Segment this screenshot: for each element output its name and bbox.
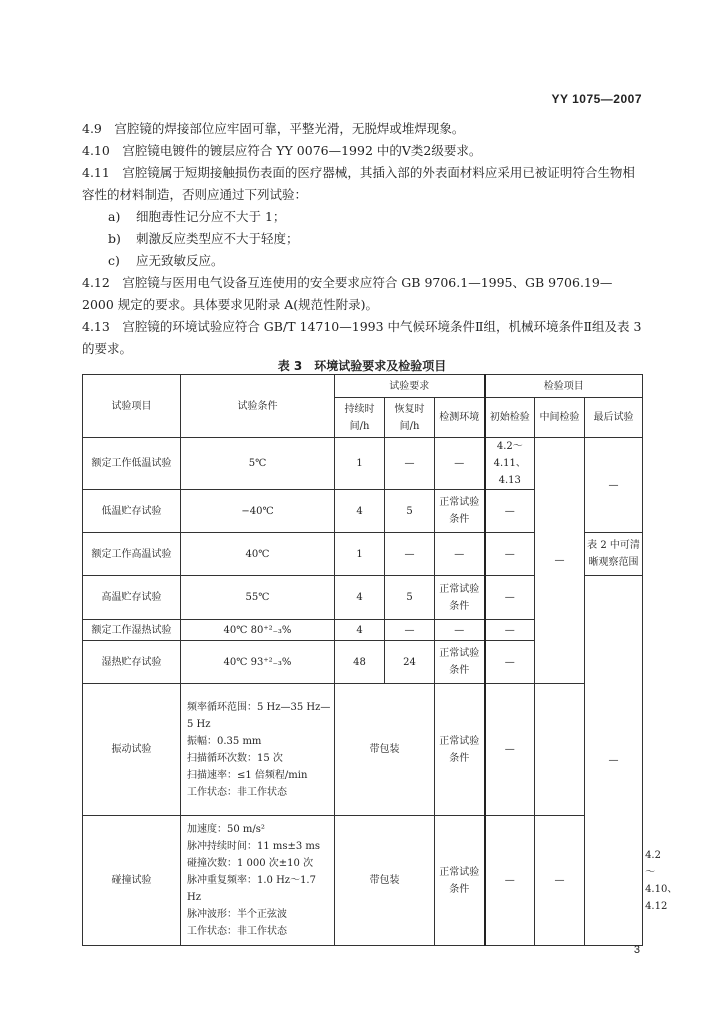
page-number: 3 xyxy=(633,944,640,956)
row-item: 碰撞试验 xyxy=(83,816,181,946)
row-env: — xyxy=(435,620,485,641)
row-duration: 1 xyxy=(335,533,385,576)
header-condition: 试验条件 xyxy=(181,375,335,438)
row-condition: 40℃ 80⁺²₋₃% xyxy=(181,620,335,641)
table-row xyxy=(83,684,643,816)
clause-text xyxy=(82,118,642,360)
clause-4-12: 4.12 宫腔镜与医用电气设备互连使用的安全要求应符合 GB 9706.1—1995、GB 9706.19—2000 规定的要求。具体要求见附录 A(规范性附录)。 xyxy=(82,275,613,312)
row-initial: — xyxy=(485,641,535,684)
row-condition: −40℃ xyxy=(181,490,335,533)
row-recovery: 5 xyxy=(385,576,435,620)
header-duration: 持续时间/h xyxy=(335,398,385,438)
row-env: — xyxy=(435,438,485,490)
sub-item-b: b) 刺激反应类型应不大于轻度； xyxy=(108,231,299,246)
row-middle: — xyxy=(535,816,585,946)
row-env: 正常试验条件 xyxy=(435,641,485,684)
row-item: 额定工作湿热试验 xyxy=(83,620,181,641)
sub-item-a: a) 细胞毒性记分应不大于 1； xyxy=(108,209,286,224)
header-env: 检测环境 xyxy=(435,398,485,438)
row-recovery: 5 xyxy=(385,490,435,533)
header-middle: 中间检验 xyxy=(535,398,585,438)
row-duration: 4 xyxy=(335,576,385,620)
row-initial: — xyxy=(485,684,535,816)
header-requirements: 试验要求 xyxy=(335,375,485,398)
row-recovery: — xyxy=(385,438,435,490)
row-condition: 40℃ xyxy=(181,533,335,576)
header-inspection: 检验项目 xyxy=(485,375,643,398)
row-env: 正常试验条件 xyxy=(435,816,485,946)
row-recovery: — xyxy=(385,620,435,641)
row-duration: 4 xyxy=(335,490,385,533)
document-code: YY 1075—2007 xyxy=(551,92,642,106)
row-initial: — xyxy=(485,816,535,946)
header-initial: 初始检验 xyxy=(485,398,535,438)
table-row xyxy=(83,438,643,490)
final-group-2: 表 2 中可清晰观察范围 xyxy=(585,533,643,576)
row-condition: 频率循环范围：5 Hz—35 Hz—5 Hz 振幅：0.35 mm 扫描循环次数：15 次 扫描速率：≤1 倍频程/min 工作状态：非工作状态 xyxy=(181,684,335,816)
row-initial: — xyxy=(485,490,535,533)
environment-test-table xyxy=(82,374,678,946)
row-condition: 55℃ xyxy=(181,576,335,620)
row-recovery: 24 xyxy=(385,641,435,684)
row-env: 正常试验条件 xyxy=(435,490,485,533)
row-initial: — xyxy=(485,576,535,620)
middle-merged: — xyxy=(535,438,585,684)
row-env: 正常试验条件 xyxy=(435,684,485,816)
row-condition: 5℃ xyxy=(181,438,335,490)
header-item: 试验项目 xyxy=(83,375,181,438)
header-final: 最后试验 xyxy=(585,398,643,438)
row-item: 额定工作低温试验 xyxy=(83,438,181,490)
row-item: 高温贮存试验 xyxy=(83,576,181,620)
row-package: 带包装 xyxy=(335,684,435,816)
row-condition: 40℃ 93⁺²₋₃% xyxy=(181,641,335,684)
final-group-1: — xyxy=(585,438,643,533)
row-env: 正常试验条件 xyxy=(435,576,485,620)
clause-4-13: 4.13 宫腔镜的环境试验应符合 GB/T 14710—1993 中气候环境条件Ⅱ组，机械环境条件Ⅱ组及表 3 的要求。 xyxy=(82,319,642,356)
clause-4-9: 4.9 宫腔镜的焊接部位应牢固可靠，平整光滑，无脱焊或堆焊现象。 xyxy=(82,121,465,136)
sub-item-c: c) 应无致敏反应。 xyxy=(108,253,224,268)
header-row-1 xyxy=(83,375,643,398)
row-initial: 4.2～4.11、4.13 xyxy=(485,438,535,490)
row-initial: — xyxy=(485,620,535,641)
row-condition: 加速度：50 m/s² 脉冲持续时间：11 ms±3 ms 碰撞次数：1 000 次±10 次 脉冲重复频率：1.0 Hz～1.7 Hz 脉冲波形：半个正弦波 工作状态：非工作状态 xyxy=(181,816,335,946)
row-env: — xyxy=(435,533,485,576)
clause-4-10: 4.10 宫腔镜电镀件的镀层应符合 YY 0076—1992 中的Ⅴ类2级要求。 xyxy=(82,143,482,158)
row-duration: 48 xyxy=(335,641,385,684)
row-duration: 4 xyxy=(335,620,385,641)
row-package: 带包装 xyxy=(335,816,435,946)
row-initial: — xyxy=(485,533,535,576)
row-recovery: — xyxy=(385,533,435,576)
clause-4-11: 4.11 宫腔镜属于短期接触损伤表面的医疗器械，其插入部的外表面材料应采用已被证明符合生物相容性的材料制造，否则应通过下列试验： xyxy=(82,165,635,202)
final-group-3: — xyxy=(585,576,643,946)
row-duration: 1 xyxy=(335,438,385,490)
row-item: 额定工作高温试验 xyxy=(83,533,181,576)
row-item: 振动试验 xyxy=(83,684,181,816)
row-item: 低温贮存试验 xyxy=(83,490,181,533)
row-item: 湿热贮存试验 xyxy=(83,641,181,684)
header-recovery: 恢复时间/h xyxy=(385,398,435,438)
table-caption: 表 3 环境试验要求及检验项目 xyxy=(277,359,447,373)
table-row: 碰撞试验 加速度：50 m/s² 脉冲持续时间：11 ms±3 ms 碰撞次数：1 000 次±10 次 脉冲重复频率：1.0 Hz～1.7 Hz 脉冲波形：半个正弦波 工作状态：非工作状态 带包装 正常试验条件 — — 4.2～4.10、4.12 xyxy=(83,816,643,946)
